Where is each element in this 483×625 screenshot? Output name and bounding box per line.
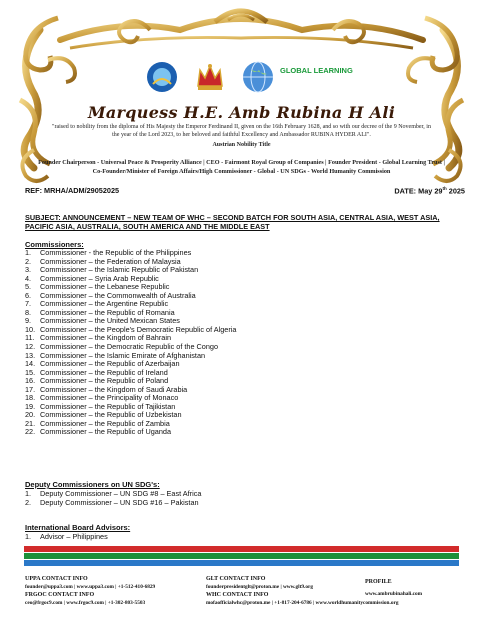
list-item-number: 22. (25, 427, 36, 437)
list-item-number: 11. (25, 333, 35, 343)
advisor-item (25, 532, 108, 541)
advisors-heading: International Board Advisors: (25, 523, 131, 532)
list-item-number: 7. (25, 299, 32, 309)
footer-green-bar (24, 553, 459, 559)
list-item-text: Commissioner – the Federation of Malaysia (40, 256, 181, 266)
list-item-text: Advisor – Philippines (40, 532, 108, 541)
crown-logo-icon (193, 60, 227, 94)
list-item-number: 15. (25, 367, 36, 377)
profile-heading: PROFILE (365, 579, 392, 585)
list-item-number: 8. (25, 307, 32, 317)
list-item-text: Deputy Commissioner – UN SDG #16 – Pakistan (40, 498, 199, 507)
roles-text: Founder Chairperson - Universal Peace & Prosperity Alliance | CEO - Fairmont Royal Group of Companies | Founder President - Global Learning Trust | Co-Founder/Minister of Foreign Affairs/High Commissioner - Global - UN SDGs - World Humanity Commission (38, 159, 445, 175)
list-item-text: Commissioner – the Republic of Azerbaijan (40, 359, 180, 369)
list-item-text: Commissioner – the Republic of Ireland (40, 367, 168, 377)
whc-contact-text: mofaofficialwhc@proton.me | +1-817-204-6786 | www.worldhumanitycommission.org (206, 600, 399, 606)
global-learning-logo-text: GLOBAL LEARNING (280, 66, 353, 75)
list-item-number: 5. (25, 282, 32, 292)
uppa-logo-icon (145, 60, 179, 94)
nobility-decree-text: "raised to nobility from the diploma of His Majesty the Emperor Ferdinand II, given on the 16th February 1628, and so with our decree of the 9 November, in the year of the Lord 2023, to her beloved and faithful Excellency and Ambassador RUBINA HYDER ALI". (52, 124, 431, 138)
footer-right-column (365, 578, 422, 598)
list-item-number: 18. (25, 393, 36, 403)
glt-contact-text: founderpresidentglt@proton.me | www.glt9.org (206, 584, 313, 590)
list-item-text: Commissioner – the Republic of Zambia (40, 418, 170, 428)
footer-left-column (25, 575, 155, 607)
letter-date: DATE: May 29th 2025 (394, 186, 465, 196)
footer-blue-bar (24, 560, 459, 566)
uppa-contact-text: founder@uppa3.com | www.uppa3.com | +1-512-410-6829 (25, 584, 156, 590)
whc-contact-heading: WHC CONTACT INFO (206, 592, 269, 598)
list-item-text: Commissioner – the United Mexican States (40, 316, 180, 326)
glt-contact-heading: GLT CONTACT INFO (206, 576, 266, 582)
list-item-number: 2. (25, 498, 32, 507)
list-item-number: 21. (25, 418, 36, 428)
advisors-list (25, 532, 108, 541)
deputy-commissioner-item (25, 489, 201, 498)
commissioners-list (25, 249, 236, 437)
list-item-number: 9. (25, 316, 32, 326)
list-item-number: 4. (25, 273, 32, 283)
list-item-text: Commissioner – the Kingdom of Bahrain (40, 333, 172, 343)
list-item-text: Commissioner – the Democratic Republic of the Congo (40, 342, 219, 352)
list-item-number: 1. (25, 489, 32, 498)
nobility-title: Austrian Nobility Title (212, 142, 271, 148)
frgoc-contact-heading: FRGOC CONTACT INFO (25, 592, 95, 598)
list-item-text: Commissioner – the Principality of Monaco (40, 393, 179, 403)
list-item-number: 6. (25, 290, 32, 300)
list-item-text: Commissioner – the Republic of Uzbekistan (40, 410, 182, 420)
list-item-text: Commissioner – the Commonwealth of Australia (40, 290, 196, 300)
list-item-number: 17. (25, 384, 36, 394)
list-item-text: Commissioner – the People's Democratic Republic of Algeria (40, 324, 237, 334)
list-item-text: Commissioner – the Argentine Republic (40, 299, 169, 309)
commissioners-heading: Commissioners: (25, 240, 84, 249)
list-item-number: 3. (25, 265, 32, 275)
deputy-commissioners-heading: Deputy Commissioners on UN SDG's: (25, 480, 160, 489)
list-item-number: 13. (25, 350, 36, 360)
list-item-text: Commissioner – the Republic of Uganda (40, 427, 172, 437)
list-item-text: Deputy Commissioner – UN SDG #8 – East Africa (40, 489, 202, 498)
list-item-text: Commissioner – Syria Arab Republic (40, 273, 159, 283)
list-item-number: 2. (25, 256, 32, 266)
footer-red-bar (24, 546, 459, 552)
subject-line: SUBJECT: ANNOUNCEMENT – NEW TEAM OF WHC – SECOND BATCH FOR SOUTH ASIA, CENTRAL ASIA, WEST ASIA, PACIFIC ASIA, AUSTRALIA, SOUTH AMERICA AND THE MIDDLE EAST (25, 213, 440, 231)
reference-number: REF: MRHA/ADM/29052025 (25, 186, 120, 195)
uppa-contact-heading: UPPA CONTACT INFO (25, 576, 88, 582)
list-item-text: Commissioner – the Republic of Poland (40, 376, 169, 386)
deputy-commissioner-item (25, 498, 201, 507)
list-item-number: 20. (25, 410, 36, 420)
commissioner-item (25, 428, 236, 437)
list-item-text: Commissioner – the Republic of Tajikistan (40, 401, 176, 411)
list-item-number: 1. (25, 532, 32, 541)
list-item-number: 1. (25, 248, 32, 257)
list-item-number: 16. (25, 376, 36, 386)
deputy-commissioners-list (25, 489, 201, 507)
list-item-number: 10. (25, 324, 36, 334)
list-item-number: 12. (25, 342, 36, 352)
list-item-number: 19. (25, 401, 36, 411)
list-item-text: Commissioner - the Republic of the Philippines (40, 248, 192, 257)
frgoc-contact-text: ceo@frgoc9.com | www.frgoc9.com | +1-302-803-5503 (25, 600, 146, 606)
list-item-text: Commissioner – the Islamic Republic of Pakistan (40, 265, 199, 275)
list-item-text: Commissioner – the Islamic Emirate of Afghanistan (40, 350, 206, 360)
signatory-name: Marquess H.E. Amb Rubina H Ali (87, 103, 396, 122)
list-item-number: 14. (25, 359, 36, 369)
list-item-text: Commissioner – the Lebanese Republic (40, 282, 170, 292)
list-item-text: Commissioner – the Kingdom of Saudi Arabia (40, 384, 188, 394)
profile-link[interactable]: www.ambrubinahali.com (365, 591, 423, 597)
list-item-text: Commissioner – the Republic of Romania (40, 307, 175, 317)
globe-logo-icon (241, 60, 275, 94)
